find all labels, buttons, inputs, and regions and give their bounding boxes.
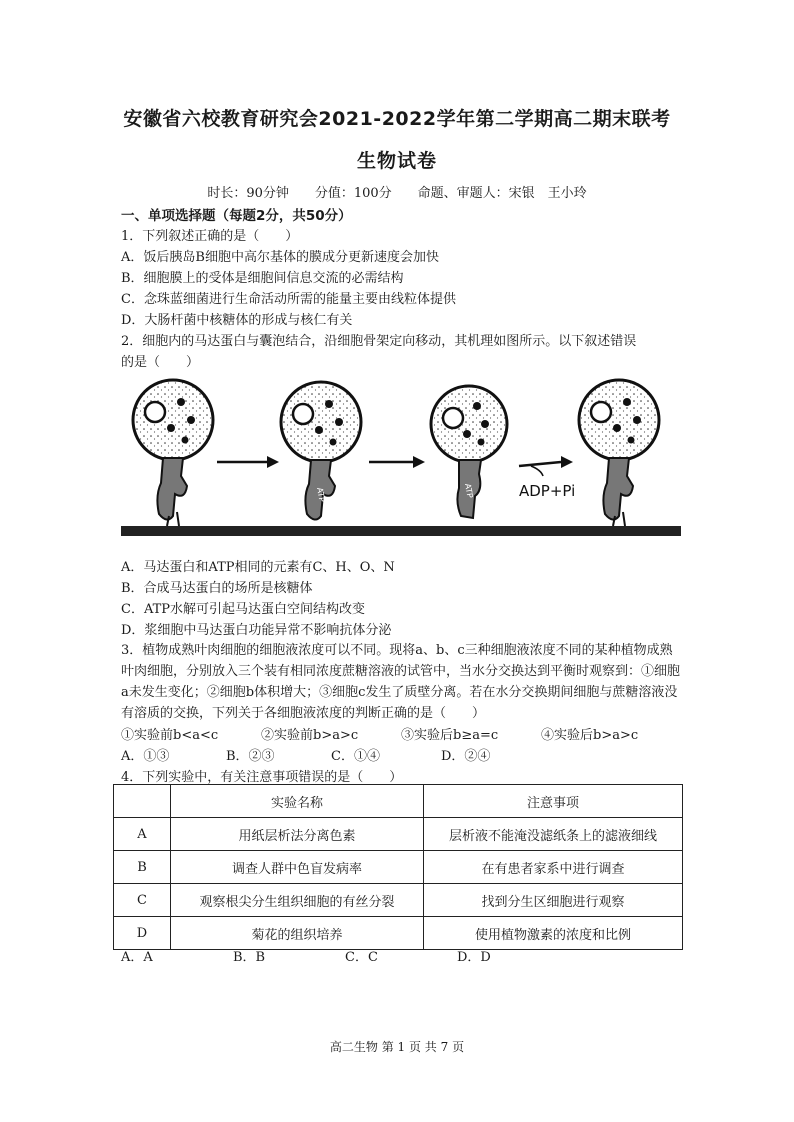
q4-stem: 4．下列实验中，有关注意事项错误的是（ ） (121, 770, 403, 785)
table-cell: 调查人群中色盲发病率 (171, 851, 424, 884)
adp-pi-label: ADP+Pi (519, 482, 576, 500)
q1-option-a: A．饭后胰岛B细胞中高尔基体的膜成分更新速度会加快 (121, 250, 439, 265)
exam-meta: 时长：90分钟 分值：100分 命题、审题人：宋银 王小玲 (207, 186, 587, 201)
section-heading: 一、单项选择题（每题2分，共50分） (121, 208, 352, 224)
q4-option-c: C．C (345, 950, 378, 965)
table-cell: C (114, 884, 171, 917)
motor-protein-1 (157, 458, 187, 520)
table-cell: 在有患者家系中进行调查 (424, 851, 683, 884)
q4-option-b: B．B (233, 950, 266, 965)
q3-statement-3: ③实验后b≥a=c (401, 728, 499, 743)
table-cell: A (114, 818, 171, 851)
atp-label-2: ATP (315, 486, 327, 503)
q2-stem-line2: 的是（ ） (121, 355, 200, 370)
exam-title: 安徽省六校教育研究会2021-2022学年第二学期高二期末联考 (123, 108, 671, 130)
q3-statement-4: ④实验后b>a>c (541, 728, 639, 743)
q4-table (113, 784, 683, 950)
stage-4 (579, 380, 659, 526)
page-footer: 高二生物 第 1 页 共 7 页 (329, 1040, 465, 1054)
table-cell: 找到分生区细胞进行观察 (424, 884, 683, 917)
table-header-row (114, 785, 683, 818)
motor-protein-4 (603, 458, 633, 520)
table-cell: B (114, 851, 171, 884)
q3-option-a: A．①③ (121, 749, 170, 764)
q3-statements (121, 724, 681, 743)
motor-protein-figure (121, 378, 681, 546)
table-cell: 层析液不能淹没滤纸条上的滤液细线 (424, 818, 683, 851)
q1-option-c: C．念珠蓝细菌进行生命活动所需的能量主要由线粒体提供 (121, 292, 456, 307)
table-cell: 菊花的组织培养 (171, 917, 424, 950)
q2-option-a: A．马达蛋白和ATP相同的元素有C、H、O、N (121, 560, 395, 575)
q3-option-d: D．②④ (441, 749, 491, 764)
q4-option-d: D．D (457, 950, 491, 965)
q1-option-d: D．大肠杆菌中核糖体的形成与核仁有关 (121, 313, 353, 328)
table-header-blank (114, 785, 171, 818)
cytoskeleton-track (121, 526, 681, 536)
table-cell: 观察根尖分生组织细胞的有丝分裂 (171, 884, 424, 917)
table-cell: 用纸层析法分离色素 (171, 818, 424, 851)
q4-option-a: A．A (121, 950, 153, 965)
atp-label-3: ATP (463, 482, 475, 499)
vesicle-3 (431, 386, 507, 462)
table-row (114, 917, 683, 950)
q2-option-b: B．合成马达蛋白的场所是核糖体 (121, 581, 313, 596)
q3-option-b: B．②③ (226, 749, 275, 764)
arrow-3 (519, 462, 561, 466)
vesicle-1 (133, 380, 213, 460)
stage-3 (431, 386, 507, 518)
q1-stem: 1．下列叙述正确的是（ ） (121, 229, 299, 244)
vesicle-2 (281, 382, 361, 462)
table-cell: D (114, 917, 171, 950)
table-header-name: 实验名称 (171, 785, 424, 818)
table-row (114, 884, 683, 917)
table-row (114, 851, 683, 884)
q3-option-c: C．①④ (331, 749, 380, 764)
stage-1 (133, 380, 213, 526)
vesicle-4 (579, 380, 659, 460)
q3-options (121, 745, 546, 764)
stage-2 (281, 382, 361, 520)
q1-option-b: B．细胞膜上的受体是细胞间信息交流的必需结构 (121, 271, 404, 286)
q2-stem-line1: 2．细胞内的马达蛋白与囊泡结合，沿细胞骨架定向移动，其机理如图所示。以下叙述错误 (121, 334, 637, 349)
q3-statement-2: ②实验前b>a>c (261, 728, 359, 743)
q3-statement-1: ①实验前b<a<c (121, 728, 219, 743)
q4-options (121, 946, 569, 965)
q2-option-c: C．ATP水解可引起马达蛋白空间结构改变 (121, 602, 366, 617)
table-cell: 使用植物激素的浓度和比例 (424, 917, 683, 950)
table-row (114, 818, 683, 851)
q2-option-d: D．浆细胞中马达蛋白功能异常不影响抗体分泌 (121, 623, 392, 638)
table-header-notes: 注意事项 (424, 785, 683, 818)
q3-stem: 3．植物成熟叶肉细胞的细胞液浓度可以不同。现将a、b、c三种细胞液浓度不同的某种植物成熟叶肉细胞，分别放入三个装有相同浓度蔗糖溶液的试管中，当水分交换达到平衡时观察到：①细胞a未发生变化；②细胞b体积增大；③细胞c发生了质壁分离。若在水分交换期间细胞与蔗糖溶液没有溶质的交换，下列关于各细胞液浓度的判断正确的是（ ） (121, 643, 681, 721)
exam-subtitle: 生物试卷 (356, 150, 437, 172)
